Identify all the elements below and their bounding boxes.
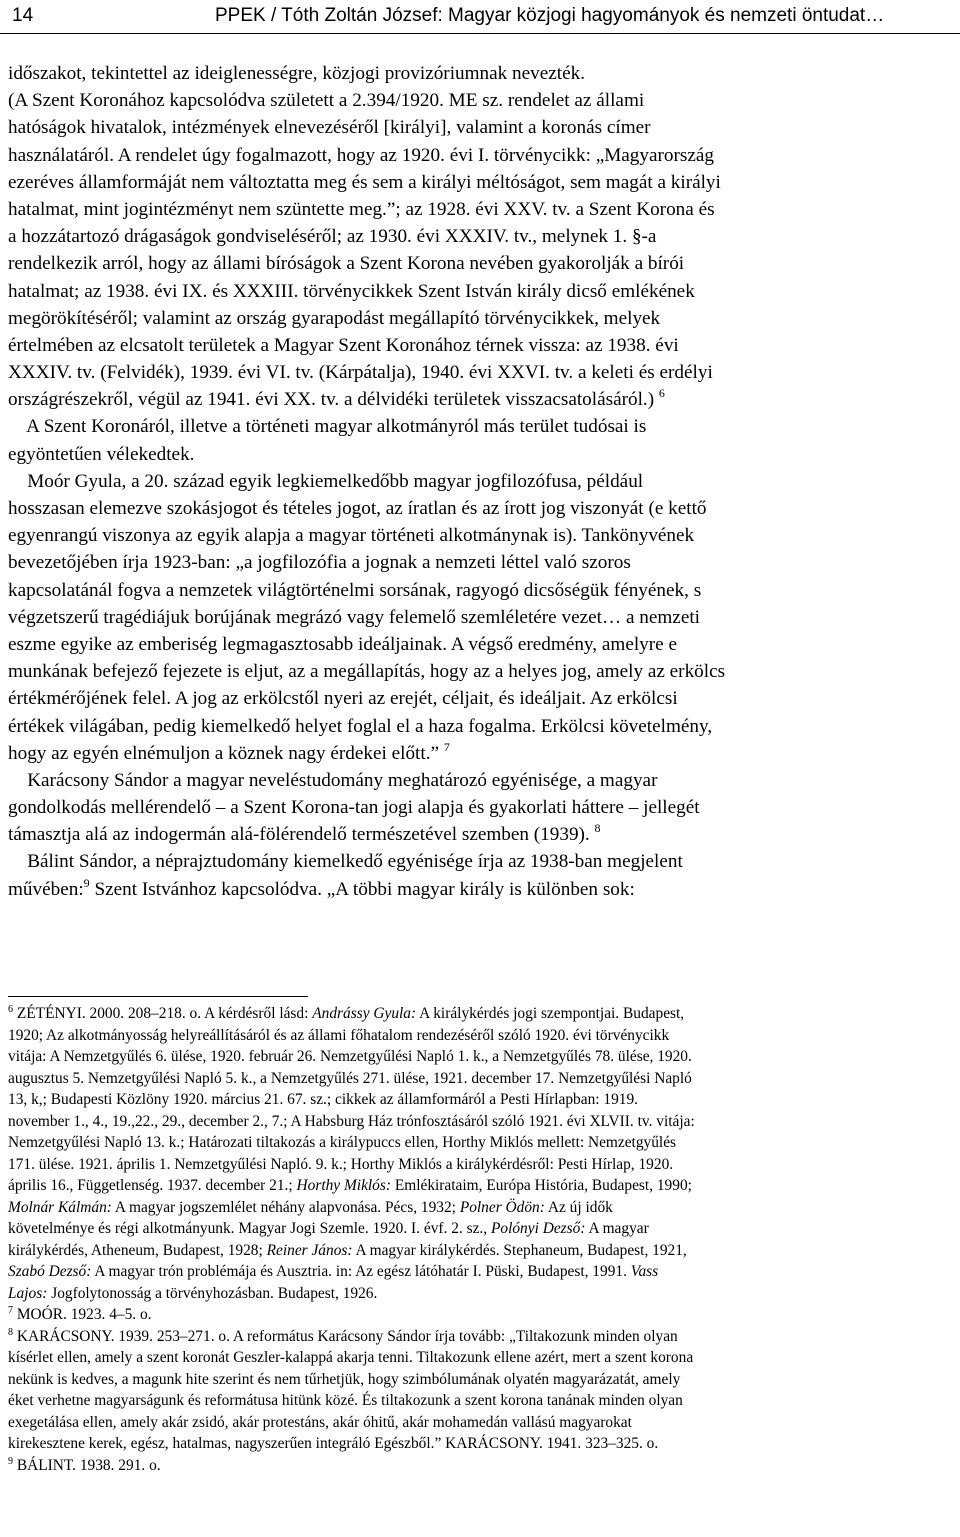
footnote-line: november 1., 4., 19.,22., 29., december 2., 7.; A Habsburg Ház trónfosztásáról szóló 1921. évi XLVII. tv. vitája:: [8, 1112, 695, 1130]
author-name: Polónyi Dezső:: [490, 1220, 586, 1237]
footnote-line: 1920; Az alkotmányosság helyreállításáról és az állami főhatalom rendezéséről szóló 1920. évi törvénycikk: [8, 1026, 670, 1044]
footnote-line: Nemzetgyűlési Napló 13. k.; Határozati tiltakozás a királypuccs ellen, Horthy Miklós mellett: Nemzetgyűlés: [8, 1134, 677, 1151]
text-line: használatáról. A rendelet úgy fogalmazott, hogy az 1920. évi I. törvénycikk: „Magyarország: [8, 144, 714, 166]
text-line: időszakot, tekintettel az ideiglenességre, közjogi provizóriumnak nevezték.: [8, 63, 586, 84]
footnote-line: 171. ülése. 1921. április 1. Nemzetgyűlési Napló. 9. k.; Horthy Miklós a királykérdésről: Pesti Hírlap, 1920.: [8, 1155, 674, 1173]
text-line: egyenrangú viszonya az egyik alapja a magyar történeti alkotmánynak is). Tankönyvének: [8, 525, 695, 547]
text-segment: követelménye és régi alkotmányunk. Magyar Jogi Szemle. 1920. I. évf. 2. sz.,: [8, 1220, 488, 1237]
text-segment: A magyar trón problémája és Ausztria. in: Az egész látóhatár I. Püski, Budapest, 1991.: [94, 1263, 627, 1280]
text-segment: A magyar: [588, 1220, 649, 1237]
text-segment: Szent Istvánhoz kapcsolódva. „A többi magyar király is különben sok:: [89, 878, 635, 900]
footnote-line: [8, 1240, 952, 1262]
text-line: hosszasan elemezve szokásjogot és tételes jogot, az íratlan és az írott jog viszonyát (e kettő: [8, 498, 707, 519]
footnote-line: augusztus 5. Nemzetgyűlési Napló 5. k., a Nemzetgyűlés 271. ülése, 1921. december 17. Nemzetgyűlési Napló: [8, 1069, 692, 1087]
text-segment: BÁLINT. 1938. 291. o.: [16, 1456, 161, 1474]
footnote-mark: 6: [8, 1004, 13, 1015]
footnote-mark: 7: [8, 1305, 13, 1316]
author-name: Reiner János:: [266, 1241, 353, 1259]
text-line: Moór Gyula, a 20. század egyik legkiemelkedőbb magyar jogfilozófusa, például: [8, 470, 644, 492]
text-segment: KARÁCSONY. 1939. 253–271. o. A református Karácsony Sándor írja tovább: „Tiltakozunk minden olyan: [16, 1327, 678, 1345]
text-line: [8, 821, 952, 848]
text-line: hatóságok hivatalok, intézmények elnevezéséről [királyi], valamint a koronás címer: [8, 117, 651, 139]
text-segment: támasztja alá az indogermán alá-fölérendelő természetével szemben (1939).: [8, 824, 590, 846]
text-segment: művében:: [8, 878, 84, 900]
footnote-line: [8, 1218, 952, 1240]
footnote-mark: 9: [8, 1455, 13, 1467]
text-line: ezeréves államformáját nem változtatta meg és sem a királyi méltóságot, sem magát a királyi: [8, 171, 721, 193]
text-segment: április 16., Függetlenség. 1937. december 21.;: [8, 1177, 293, 1194]
footnote-line: kirekesztene kerek, egész, hatalmas, nagyszerűen integráló Egészből.” KARÁCSONY. 1941. 323–325. o.: [8, 1435, 659, 1452]
footnote-line: nekünk is kedves, a magunk hite szerint és nem tűrhetjük, hogy szimbólumának olyatén magyarázatát, amely: [8, 1370, 681, 1388]
text-line: egyöntetűen vélekedtek.: [8, 443, 195, 465]
text-line: [8, 876, 952, 903]
text-segment: Emlékirataim, Európa História, Budapest, 1990;: [394, 1177, 692, 1194]
text-line: a hozzátartozó drágaságok gondviseléséről; az 1930. évi XXXIV. tv., melynek 1. §-a: [8, 226, 657, 248]
header-rule: [0, 33, 960, 34]
footnote-separator: [8, 996, 308, 997]
footnote-line: éket verhetne magyarságunk és reformátusa hitünk közé. És tiltakozunk a szent korona tanának minden olyan: [8, 1392, 683, 1409]
text-line: kapcsolatánál fogva a nemzetek világtörténelmi sorsának, ragyogó dicsőségük fényének, s: [8, 579, 702, 601]
author-name: Horthy Miklós:: [296, 1177, 391, 1194]
footnote-6: [8, 1003, 952, 1025]
text-line: XXXIV. tv. (Felvidék), 1939. évi VI. tv. (Kárpátalja), 1940. évi XXVI. tv. a keleti és erdélyi: [8, 362, 713, 384]
author-name: Andrássy Gyula:: [312, 1005, 417, 1022]
footnote-mark: 8: [8, 1326, 13, 1338]
text-line: értékmérőjének felel. A jog az erkölcstől nyeri az erejét, céljait, és ideáljait. Az erkölcsi: [8, 688, 678, 710]
footnote-ref[interactable]: 7: [443, 739, 450, 754]
running-title: PPEK / Tóth Zoltán József: Magyar közjogi hagyományok és nemzeti öntudat…: [215, 5, 885, 26]
text-line: Karácsony Sándor a magyar neveléstudomány meghatározó egyénisége, a magyar: [8, 769, 658, 791]
text-segment: királykérdés, Atheneum, Budapest, 1928;: [8, 1241, 263, 1259]
text-line: eszme egyike az emberiség legmagasztosabb ideáljainak. A végső eredmény, amelyre e: [8, 633, 677, 655]
footnote-line: [8, 1197, 952, 1219]
author-name: Lajos:: [8, 1284, 48, 1302]
text-segment: A magyar jogszemlélet néhány alapvonása. Pécs, 1932;: [114, 1198, 456, 1216]
footnote-line: [8, 1261, 952, 1283]
text-segment: A királykérdés jogi szempontjai. Budapest,: [419, 1005, 685, 1022]
text-line: bevezetőjében írja 1923-ban: „a jogfilozófia a jognak a nemzeti léttel való szoros: [8, 552, 631, 574]
text-segment: hogy az egyén elnémuljon a köznek nagy érdekei előtt.”: [8, 742, 440, 764]
text-line: értelmében az elcsatolt területek a Magyar Szent Koronához térnek vissza: az 1938. évi: [8, 334, 679, 356]
footnote-ref[interactable]: 6: [658, 386, 665, 401]
text-line: hatalmat; az 1938. évi IX. és XXXIII. törvénycikkek Szent István király dicső emlékének: [8, 280, 695, 302]
author-name: Polner Ödön:: [459, 1198, 545, 1216]
footnote-line: kísérlet ellen, amely a szent koronát Geszler-kalappá akarja tenni. Tiltakozunk ellene azért, mert a szent korona: [8, 1349, 694, 1366]
footnote-line: [8, 1175, 952, 1197]
page-number: 14: [12, 5, 34, 26]
page-header: [0, 0, 960, 34]
footnote-8: [8, 1326, 952, 1348]
footnote-9: [8, 1455, 952, 1477]
text-line: (A Szent Koronához kapcsolódva született a 2.394/1920. ME sz. rendelet az állami: [8, 90, 645, 112]
footnote-ref[interactable]: 9: [83, 875, 90, 890]
text-line: [8, 740, 952, 767]
text-segment: Jogfolytonosság a törvényhozásban. Budapest, 1926.: [51, 1284, 378, 1302]
text-line: értékek világában, pedig kiemelkedő helyet foglal el a haza fogalma. Erkölcsi követelmény,: [8, 715, 713, 737]
text-line: hatalmat, mint jogintézményt nem szüntette meg.”; az 1928. évi XXV. tv. a Szent Korona és: [8, 198, 715, 220]
text-line: megörökítéséről; valamint az ország gyarapodást megállapító törvénycikkek, melyek: [8, 307, 661, 329]
text-segment: országrészekről, végül az 1941. évi XX. tv. a délvidéki területek visszacsatolásáról.): [8, 389, 655, 411]
text-line: gondolkodás mellérendelő – a Szent Korona-tan jogi alapja és gyakorlati háttere – jellegét: [8, 797, 700, 819]
footnotes: [8, 1003, 952, 1476]
author-name: Vass: [630, 1263, 659, 1280]
author-name: Szabó Dezső:: [8, 1263, 92, 1280]
text-line: Bálint Sándor, a néprajztudomány kiemelkedő egyénisége írja az 1938-ban megjelent: [8, 851, 683, 873]
author-name: Molnár Kálmán:: [8, 1198, 112, 1216]
footnote-ref[interactable]: 8: [594, 821, 601, 836]
text-segment: Az új idők: [547, 1198, 613, 1216]
footnote-line: 13, k,; Budapesti Közlöny 1920. március 21. 67. sz.; cikkek az államformáról a Pesti Hírlapban: 1919.: [8, 1091, 639, 1108]
text-line: A Szent Koronáról, illetve a történeti magyar alkotmányról más terület tudósai is: [8, 416, 647, 438]
text-segment: A magyar királykérdés. Stephaneum, Budapest, 1921,: [355, 1241, 687, 1259]
footnote-line: vitája: A Nemzetgyűlés 6. ülése, 1920. február 26. Nemzetgyűlési Napló 1. k., a Nemzetgyűlés 78. ülése, 1920.: [8, 1048, 692, 1065]
footnote-line: [8, 1283, 952, 1305]
main-text: [8, 60, 952, 903]
text-line: [8, 386, 952, 413]
text-line: rendelkezik arról, hogy az állami bíróságok a Szent Korona nevében gyakorolják a bírói: [8, 253, 685, 275]
text-line: végzetszerű tragédiájuk borújának megrázó vagy felemelő szemléletére vezet… a nemzeti: [8, 606, 700, 628]
footnote-line: exegetálása ellen, amely akár zsidó, akár protestáns, akár óhitű, akár mohamedán vallású magyarokat: [8, 1413, 632, 1431]
text-segment: ZÉTÉNYI. 2000. 208–218. o. A kérdésről lásd:: [16, 1005, 309, 1022]
footnote-7: [8, 1304, 952, 1326]
text-segment: MOÓR. 1923. 4–5. o.: [16, 1306, 152, 1323]
text-line: munkának befejező fejezete is eljut, az a megállapítás, hogy az a helyes jog, amely az erkölcs: [8, 661, 726, 683]
